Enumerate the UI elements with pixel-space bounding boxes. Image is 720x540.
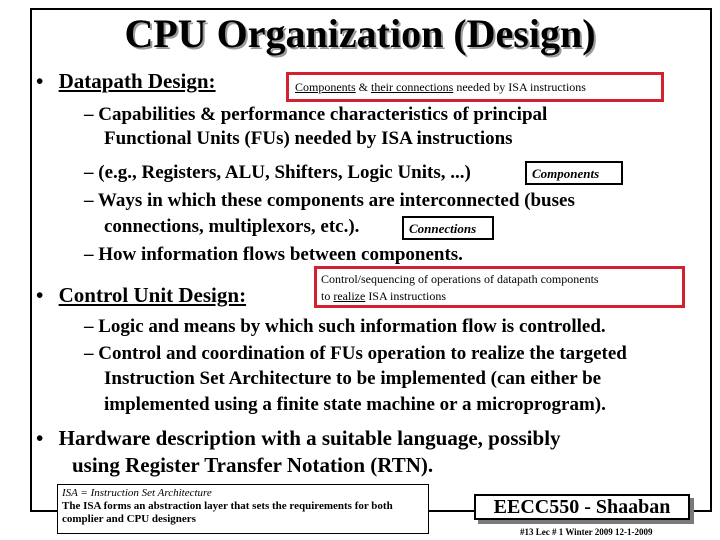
cu-item-2-cont: Instruction Set Architecture to be implemented (can either be	[104, 368, 602, 389]
cu-item-1: – Logic and means by which such information flow is controlled.	[84, 316, 606, 337]
cu-item-2: – Control and coordination of FUs operation to realize the targeted	[84, 343, 627, 364]
bullet-marker: •	[36, 283, 44, 307]
control-callout-line1: Control/sequencing of operations of datapath components	[321, 272, 599, 286]
callout-rest: needed by ISA instructions	[453, 80, 586, 94]
bullet-3	[36, 426, 561, 451]
datapath-design-label: Datapath Design:	[58, 69, 216, 93]
control-callout-line2	[321, 288, 682, 305]
note-line-2: The ISA forms an abstraction layer that sets the requirements for both	[62, 500, 393, 512]
callout-isa: ISA instructions	[365, 289, 446, 303]
note-line-1: ISA = Instruction Set Architecture	[62, 487, 212, 499]
dp-item-2: – (e.g., Registers, ALU, Shifters, Logic Units, ...)	[84, 162, 471, 183]
bullet-2	[36, 283, 246, 308]
dp-item-1: – Capabilities & performance characteristics of principal	[84, 104, 548, 125]
connections-tag: Connections	[402, 216, 494, 240]
datapath-callout	[286, 72, 664, 102]
dp-item-3-cont: connections, multiplexors, etc.).	[104, 216, 360, 237]
control-unit-label: Control Unit Design:	[58, 283, 247, 307]
slide-title: CPU Organization (Design)	[124, 11, 596, 56]
dp-item-1-cont: Functional Units (FUs) needed by ISA instructions	[104, 128, 513, 149]
callout-components: Components	[295, 80, 356, 94]
hardware-desc-line2: using Register Transfer Notation (RTN).	[72, 453, 434, 477]
footer-info: #13 Lec # 1 Winter 2009 12-1-2009	[520, 527, 653, 537]
hardware-desc-line1: Hardware description with a suitable language, possibly	[58, 426, 561, 450]
cu-item-2-cont2: implemented using a finite state machine or a microprogram).	[104, 394, 606, 415]
course-button[interactable]: EECC550 - Shaaban	[474, 494, 690, 520]
bullet-marker: •	[36, 426, 44, 450]
callout-realize: realize	[333, 289, 366, 303]
dp-item-3: – Ways in which these components are interconnected (buses	[84, 190, 575, 211]
dp-item-4: – How information flows between components.	[84, 244, 463, 265]
components-tag: Components	[525, 161, 623, 185]
callout-connections: their connections	[371, 80, 454, 94]
callout-to: to	[321, 289, 334, 303]
note-line-3: complier and CPU designers	[62, 513, 196, 525]
callout-and: &	[355, 80, 372, 94]
control-callout	[314, 266, 685, 308]
isa-note-box	[57, 484, 429, 534]
bullet-marker: •	[36, 69, 44, 93]
bullet-1	[36, 69, 216, 94]
